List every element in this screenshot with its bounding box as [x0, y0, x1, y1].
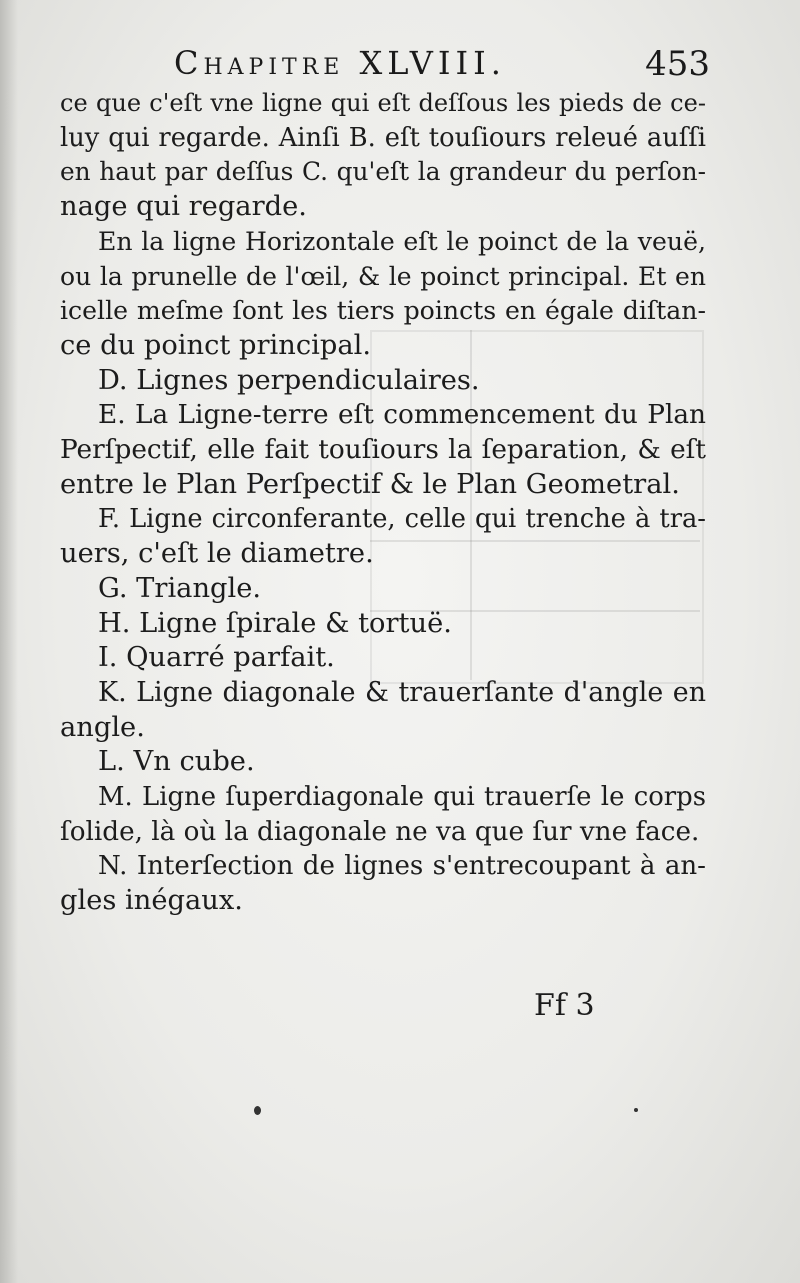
text-line: ce du poinct principal.: [60, 329, 372, 361]
text-line: nage qui regarde.: [60, 191, 307, 223]
text-line: angle.: [60, 711, 145, 743]
text-line: En la ligne Horizontale eſt le poinct de la veuë,: [98, 226, 706, 256]
ink-speck: [634, 1108, 638, 1112]
text-line: N. Interſection de lignes s'entrecoupant à an-: [98, 851, 706, 882]
text-line: I. Quarré parfait.: [98, 642, 335, 674]
signature-mark: Ff 3: [534, 988, 595, 1023]
chapter-heading: Chapitre XLVIII.: [174, 44, 506, 82]
text-line: K. Ligne diagonale & trauerſante d'angle en: [98, 676, 706, 708]
text-line: Perſpectif, elle fait touſiours la ſeparation, & eſt: [60, 435, 706, 466]
text-line: D. Lignes perpendiculaires.: [98, 364, 480, 396]
ink-speck: [254, 1106, 261, 1115]
text-line: L. Vn cube.: [98, 746, 255, 778]
text-line: G. Triangle.: [98, 572, 262, 604]
text-line: luy qui regarde. Ainſi B. eſt touſiours releué auſſi: [60, 122, 706, 153]
text-line: ſolide, là où la diagonale ne va que ſur vne face.: [60, 816, 700, 847]
text-line: F. Ligne circonferante, celle qui trenche à tra-: [98, 504, 706, 535]
body-text: [60, 86, 706, 919]
running-head: [60, 44, 710, 90]
page-number: 453: [645, 44, 710, 84]
text-line: H. Ligne ſpirale & tortuë.: [98, 607, 452, 639]
text-line: E. La Ligne-terre eſt commencement du Plan: [98, 400, 706, 431]
text-line: ce que c'eſt vne ligne qui eſt deſſous les pieds de ce-: [60, 89, 706, 117]
text-line: entre le Plan Perſpectif & le Plan Geometral.: [60, 468, 680, 500]
text-line: en haut par deſſus C. qu'eſt la grandeur du perſon-: [60, 157, 706, 187]
text-line: icelle meſme ſont les tiers poincts en égale diſtan-: [60, 296, 706, 326]
text-line: gles inégaux.: [60, 885, 243, 917]
text-line: ou la prunelle de l'œil, & le poinct principal. Et en: [60, 261, 706, 291]
page-gutter-shadow: [0, 0, 18, 1283]
text-line: M. Ligne ſuperdiagonale qui trauerſe le corps: [98, 782, 706, 813]
text-line: uers, c'eſt le diametre.: [60, 538, 374, 570]
